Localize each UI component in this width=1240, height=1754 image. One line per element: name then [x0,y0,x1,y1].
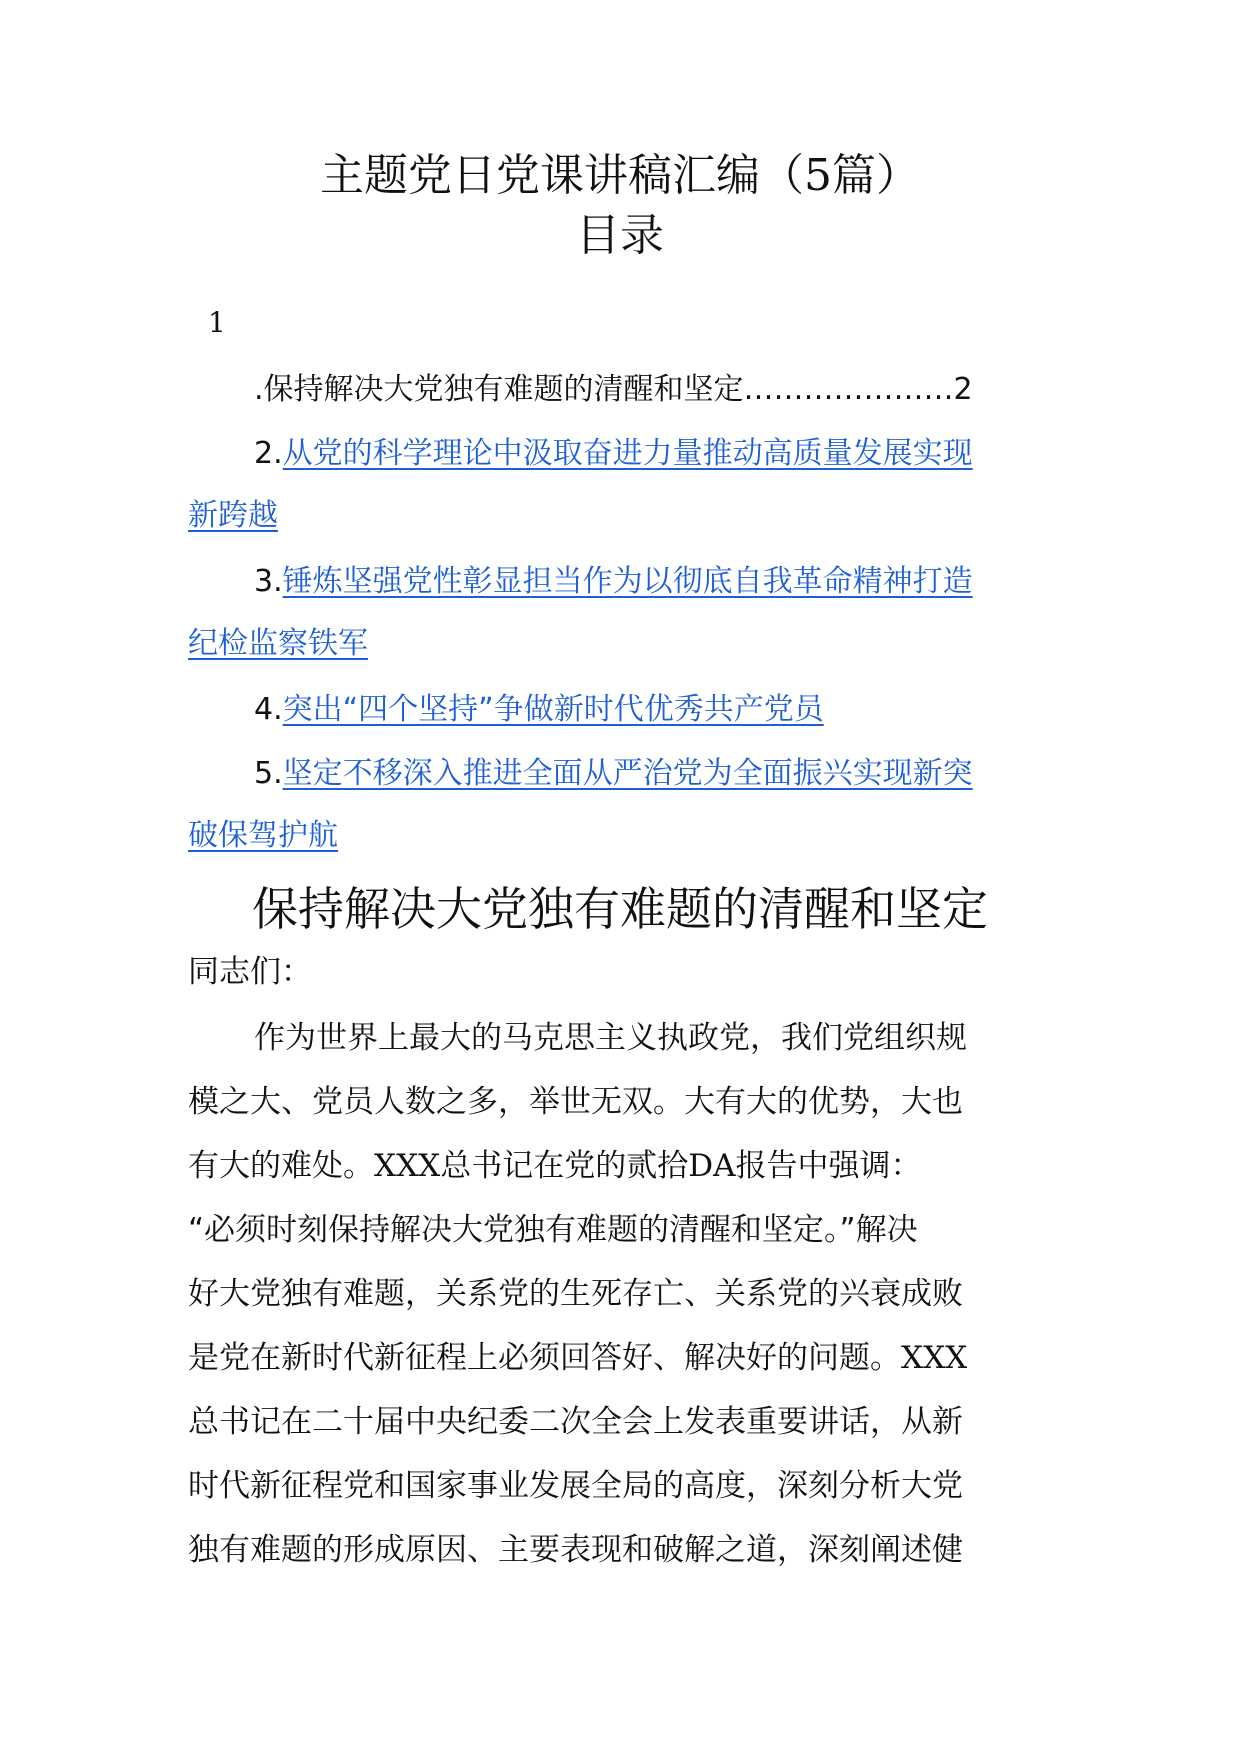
body-line-6 [188,1338,967,1378]
title-prefix: 主题党日党课讲稿汇编（ [320,150,804,201]
toc-item-3-link-cont[interactable]: 纪检监察铁军 [188,626,368,661]
body-text: 是党在新时代新征程上必须回答好、解决好的问题。 [188,1340,901,1376]
body-line-5: 好大党独有难题，关系党的生死存亡、关系党的兴衰成败 [188,1276,963,1312]
toc-item-2-link[interactable]: 从党的科学理论中汲取奋进力量推动高质量发展实现 [282,436,973,471]
body-text: DA [688,1148,736,1184]
toc-item-1-text[interactable]: .保持解决大党独有难题的清醒和坚定…………………2 [254,372,973,407]
title-suffix: 篇） [832,150,920,201]
toc-item-1[interactable] [254,370,973,410]
body-line-2: 模之大、党员人数之多，举世无双。大有大的优势，大也 [188,1084,963,1120]
section-title: 保持解决大党独有难题的清醒和坚定 [252,882,988,936]
toc-item-4-link[interactable]: 突出“四个坚持”争做新时代优秀共产党员 [282,692,824,727]
toc-item-4-number: 4. [254,692,283,727]
body-text: 总书记在党的贰拾 [440,1148,689,1184]
toc-heading: 目录 [576,210,664,261]
body-line-7: 总书记在二十届中央纪委二次全会上发表重要讲话，从新 [188,1404,963,1440]
toc-item-5[interactable] [254,754,973,794]
salutation: 同志们： [188,954,312,990]
toc-item-2-link-cont[interactable]: 新跨越 [188,498,278,533]
body-line-9: 独有难题的形成原因、主要表现和破解之道，深刻阐述健 [188,1532,963,1568]
body-text: 报告中强调： [735,1148,922,1184]
toc-item-3[interactable] [254,562,973,602]
toc-item-5-link-cont[interactable]: 破保驾护航 [188,818,338,853]
toc-item-1-number: 1 [208,306,226,339]
toc-item-3-continuation[interactable] [188,624,368,664]
toc-item-2-continuation[interactable] [188,496,278,536]
body-line-4: “必须时刻保持解决大党独有难题的清醒和坚定。”解决 [188,1212,918,1248]
toc-item-5-link[interactable]: 坚定不移深入推进全面从严治党为全面振兴实现新突 [282,756,973,791]
toc-item-2-number: 2. [254,436,283,471]
toc-item-5-number: 5. [254,756,283,791]
body-line-3 [188,1146,921,1186]
toc-item-5-continuation[interactable] [188,816,338,856]
body-line-8: 时代新征程党和国家事业发展全局的高度，深刻分析大党 [188,1468,963,1504]
toc-item-4[interactable] [254,690,824,730]
title-number: 5 [804,150,832,201]
toc-item-3-link[interactable]: 锤炼坚强党性彰显担当作为以彻底自我革命精神打造 [282,564,973,599]
toc-item-3-number: 3. [254,564,283,599]
body-text: 有大的难处。 [188,1148,374,1184]
toc-item-2[interactable] [254,434,973,474]
body-text: XXX [901,1340,968,1376]
body-text: XXX [374,1148,441,1184]
body-line-1: 作为世界上最大的马克思主义执政党，我们党组织规 [254,1020,967,1056]
document-title [0,148,1240,204]
